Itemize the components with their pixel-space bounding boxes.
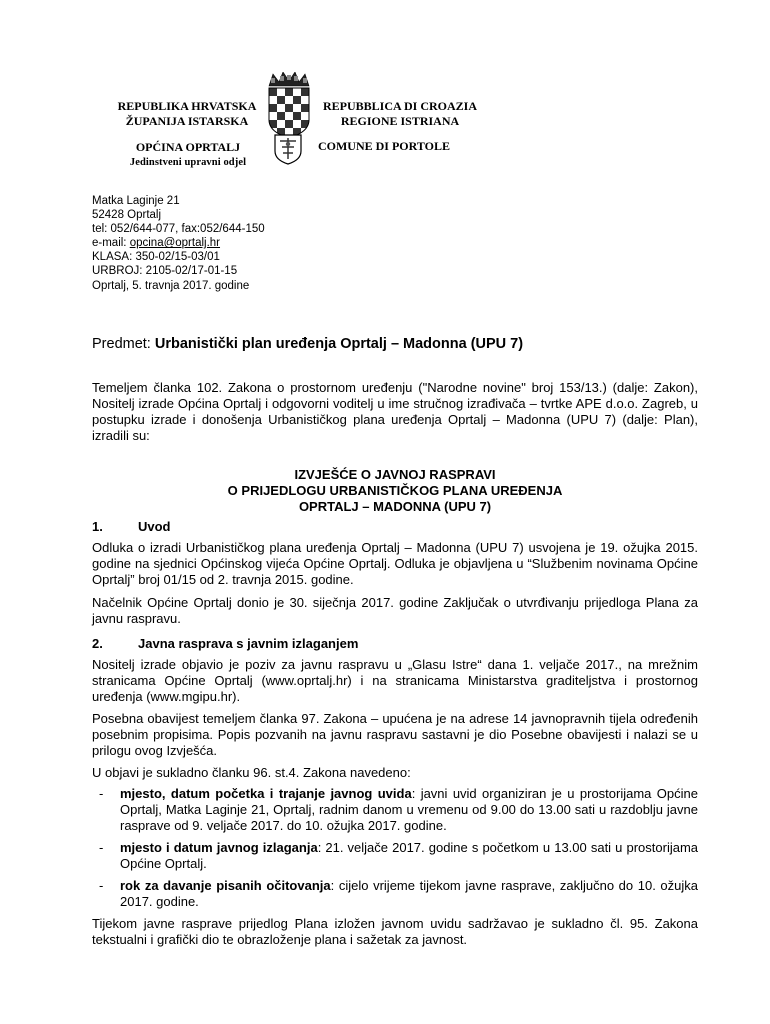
section2-paragraph4: Tijekom javne rasprave prijedlog Plana izložen javnom uvidu sadržavao je sukladno čl. 95. Zakona tekstualni i grafički dio te obrazloženje plana i sažetak za javnost. bbox=[92, 916, 698, 947]
email-link[interactable]: opcina@oprtalj.hr bbox=[129, 237, 221, 250]
list-item-bold: mjesto, datum početka i trajanje javnog uvida bbox=[120, 786, 412, 801]
section1-title: Uvod bbox=[138, 519, 171, 534]
address-email-prefix: e-mail: bbox=[92, 237, 130, 250]
header-country: REPUBLIKA HRVATSKA bbox=[117, 99, 257, 113]
list-bullet: - bbox=[99, 840, 104, 855]
section2-paragraph2: Posebna obavijest temeljem članka 97. Zakona – upućena je na adrese 14 javnopravnih tijela određenih posebnim propisima. Popis pozvanih na javnu raspravu sastavni je dio Posebne obavijesti i nalazi se u prilogu ovog Izvješća. bbox=[92, 711, 698, 758]
address-phone: tel: 052/644-077, fax:052/644-150 bbox=[92, 223, 265, 236]
list-item bbox=[99, 786, 698, 834]
report-title-line1: IZVJEŠĆE O JAVNOJ RASPRAVI bbox=[294, 467, 496, 482]
section2-heading bbox=[92, 636, 358, 651]
list-item-text: : cijelo vrijeme tijekom javne rasprave, zaključno do 10. ožujka 2017. godine. bbox=[120, 878, 699, 909]
address-klasa: KLASA: 350-02/15-03/01 bbox=[92, 251, 220, 264]
header-country-italian: REPUBBLICA DI CROAZIA bbox=[322, 99, 478, 113]
list-item-bold: rok za davanje pisanih očitovanja bbox=[120, 878, 331, 893]
section1-paragraph2: Načelnik Općine Oprtalj donio je 30. siječnja 2017. godine Zaključak o utvrđivanju prijedloga Plana za javnu raspravu. bbox=[92, 595, 698, 626]
header-municipality: OPĆINA OPRTALJ bbox=[135, 140, 241, 154]
section2-paragraph3: U objavi je sukladno članku 96. st.4. Zakona navedeno: bbox=[92, 765, 411, 780]
list-item-bold: mjesto i datum javnog izlaganja bbox=[120, 840, 318, 855]
address-urbroj: URBROJ: 2105-02/17-01-15 bbox=[92, 265, 238, 278]
report-title-line3: OPRTALJ – MADONNA (UPU 7) bbox=[298, 499, 492, 514]
header-left-block bbox=[100, 99, 274, 129]
section2-title: Javna rasprava s javnim izlaganjem bbox=[138, 636, 359, 651]
section1-paragraph1: Odluka o izradi Urbanističkog plana uređenja Oprtalj – Madonna (UPU 7) usvojena je 19. ožujka 2015. godine na sjednici Općinskog vijeća Općine Oprtalj. Odluka je objavljena u “Službenim novinama Općine Oprtalj” broj 01/15 od 2. travnja 2015. godine. bbox=[92, 540, 698, 587]
list-item-text: : 21. veljače 2017. godine s početkom u 13.00 sati u prostorijama Općine Oprtalj. bbox=[120, 840, 699, 871]
header-county-italian: REGIONE ISTRIANA bbox=[340, 114, 460, 128]
list-item bbox=[99, 840, 698, 872]
address-postal: 52428 Oprtalj bbox=[92, 209, 162, 222]
subject-title: Urbanistički plan uređenja Oprtalj – Madonna (UPU 7) bbox=[154, 336, 524, 352]
header-county: ŽUPANIJA ISTARSKA bbox=[125, 114, 249, 128]
intro-paragraph: Temeljem članka 102. Zakona o prostornom uređenju ("Narodne novine" broj 153/13.) (dalje: Zakon), Nositelj izrade Općina Oprtalj i odgovorni voditelj u ime stručnog izrađivača – tvrtke APE d.o.o. Zagreb, u postupku izrade i donošenja Urbanističkog plana uređenja Oprtalj – Madonna (UPU 7) (dalje: Plan), izradili su: bbox=[92, 380, 698, 443]
header-municipality-italian: COMUNE DI PORTOLE bbox=[317, 139, 451, 153]
municipality-emblem-icon bbox=[273, 133, 303, 165]
header-municipality-block bbox=[108, 140, 268, 170]
subject-line bbox=[92, 336, 523, 352]
address-email-line bbox=[92, 236, 265, 250]
list-item-text: : javni uvid organiziran je u prostorijama Općine Oprtalj, Matka Laginje 21, Oprtalj, radnim danom u vremenu od 9.00 do 13.00 sati u razdoblju javne rasprave od 9. veljače 2017. do 10. ožujka 2017. godine. bbox=[120, 786, 698, 833]
address-street: Matka Laginje 21 bbox=[92, 195, 180, 207]
section1-heading bbox=[92, 519, 171, 534]
header-department: Jedinstveni upravni odjel bbox=[129, 157, 247, 168]
report-title-line2: O PRIJEDLOGU URBANISTIČKOG PLANA UREĐENJA bbox=[227, 483, 563, 498]
section1-number: 1. bbox=[92, 519, 103, 534]
address-block bbox=[92, 194, 265, 293]
list-bullet: - bbox=[99, 786, 104, 801]
header-municipality-italian-block bbox=[308, 139, 460, 154]
address-date: Oprtalj, 5. travnja 2017. godine bbox=[92, 279, 250, 292]
subject-label: Predmet: bbox=[92, 336, 155, 352]
section2-number: 2. bbox=[92, 636, 103, 651]
list-item bbox=[99, 878, 698, 910]
list-bullet: - bbox=[99, 878, 104, 893]
section2-paragraph1: Nositelj izrade objavio je poziv za javnu raspravu u „Glasu Istre“ dana 1. veljače 2017., na mrežnim stranicama Općine Oprtalj (www.oprtalj.hr) i na stranicama Ministarstva graditeljstva i prostornog uređenja (www.mgipu.hr). bbox=[92, 657, 698, 704]
header-right-block bbox=[310, 99, 490, 129]
